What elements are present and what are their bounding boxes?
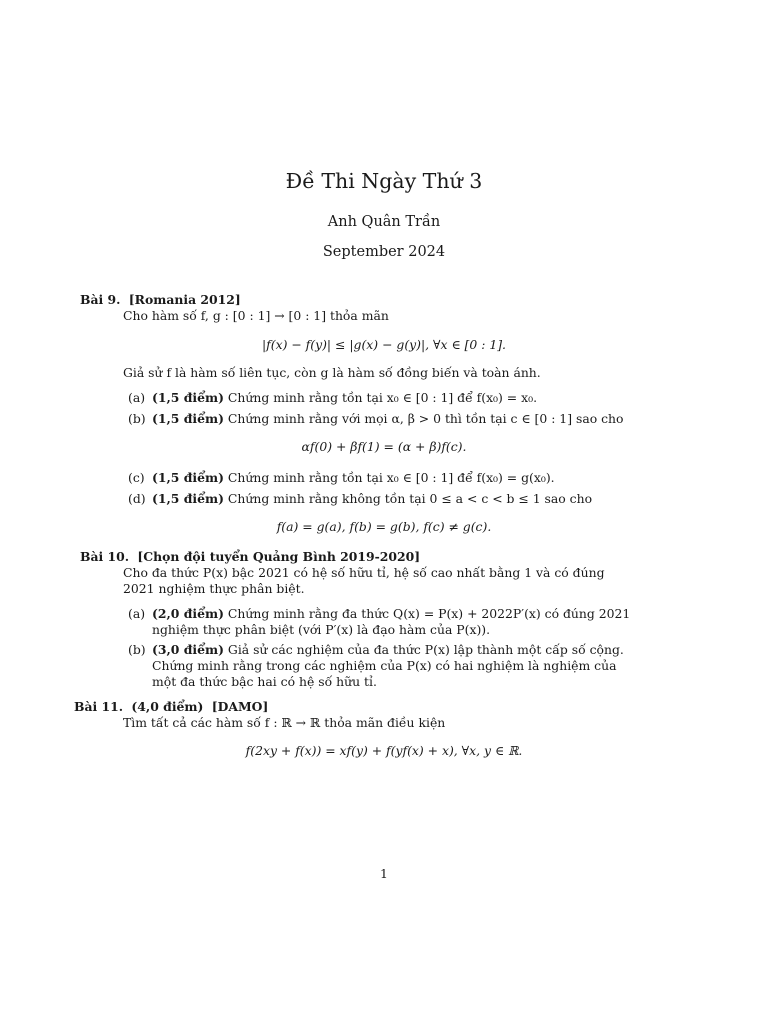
problem-11-number: Bài 11. [74, 699, 124, 714]
problem-11-points: (4,0 điểm) [131, 699, 204, 714]
part-label: (c) [128, 470, 145, 485]
part-label: (b) [128, 642, 146, 657]
problem-10-number: Bài 10. [80, 549, 130, 564]
problem-9-number: Bài 9. [80, 292, 121, 307]
problem-9-heading [80, 292, 241, 308]
problem-10-intro: Cho đa thức P(x) bậc 2021 có hệ số hữu tỉ, hệ số cao nhất bằng 1 và có đúng 2021 nghiệm thực phân biệt. [123, 565, 605, 596]
problem-10-source: [Chọn đội tuyển Quảng Bình 2019-2020] [137, 549, 421, 564]
document-title: Đề Thi Ngày Thứ 3 [285, 169, 483, 193]
document-author: Anh Quân Trần [327, 214, 441, 230]
document-date: September 2024 [322, 244, 446, 260]
problem-9-part-d-equation: f(a) = g(a), f(b) = g(b), f(c) ≠ g(c). [276, 519, 492, 534]
problem-9-part-b-equation: αf(0) + βf(1) = (α + β)f(c). [301, 439, 467, 454]
problem-11-source: [DAMO] [211, 699, 269, 714]
part-text: Giả sử các nghiệm của đa thức P(x) lập thành một cấp số cộng. Chứng minh rằng trong các nghiệm của P(x) có hai nghiệm là nghiệm của một đa thức bậc hai có hệ số hữu tỉ. [152, 642, 624, 689]
part-points: (3,0 điểm) [152, 642, 224, 657]
part-label: (d) [128, 491, 146, 506]
part-label: (a) [128, 390, 146, 405]
part-points: (1,5 điểm) [152, 411, 224, 426]
part-points: (2,0 điểm) [152, 606, 224, 621]
problem-9-condition: |f(x) − f(y)| ≤ |g(x) − g(y)|, ∀x ∈ [0 : 1]. [262, 337, 506, 352]
problem-9-intro: Cho hàm số f, g : [0 : 1] → [0 : 1] thỏa mãn [123, 308, 389, 323]
problem-9-source: [Romania 2012] [128, 292, 241, 307]
problem-11-heading [74, 699, 268, 715]
part-points: (1,5 điểm) [152, 390, 224, 405]
part-label: (b) [128, 411, 146, 426]
page-number: 1 [380, 866, 388, 881]
problem-9-assumption: Giả sử f là hàm số liên tục, còn g là hàm số đồng biến và toàn ánh. [123, 365, 541, 380]
part-points: (1,5 điểm) [152, 470, 224, 485]
part-label: (a) [128, 606, 146, 621]
part-text: Chứng minh rằng với mọi α, β > 0 thì tồn tại c ∈ [0 : 1] sao cho [227, 411, 624, 426]
part-text: Chứng minh rằng tồn tại x₀ ∈ [0 : 1] để f(x₀) = g(x₀). [227, 470, 555, 485]
part-points: (1,5 điểm) [152, 491, 224, 506]
part-text: Chứng minh rằng đa thức Q(x) = P(x) + 2022P′(x) có đúng 2021 nghiệm thực phân biệt (với P′(x) là đạo hàm của P(x)). [152, 606, 631, 637]
problem-11-intro: Tìm tất cả các hàm số f : ℝ → ℝ thỏa mãn điều kiện [123, 715, 446, 730]
part-text: Chứng minh rằng tồn tại x₀ ∈ [0 : 1] để f(x₀) = x₀. [227, 390, 538, 405]
part-text: Chứng minh rằng không tồn tại 0 ≤ a < c < b ≤ 1 sao cho [227, 491, 593, 506]
problem-11-equation: f(2xy + f(x)) = xf(y) + f(yf(x) + x), ∀x, y ∈ ℝ. [245, 743, 523, 758]
problem-10-heading [80, 549, 420, 565]
